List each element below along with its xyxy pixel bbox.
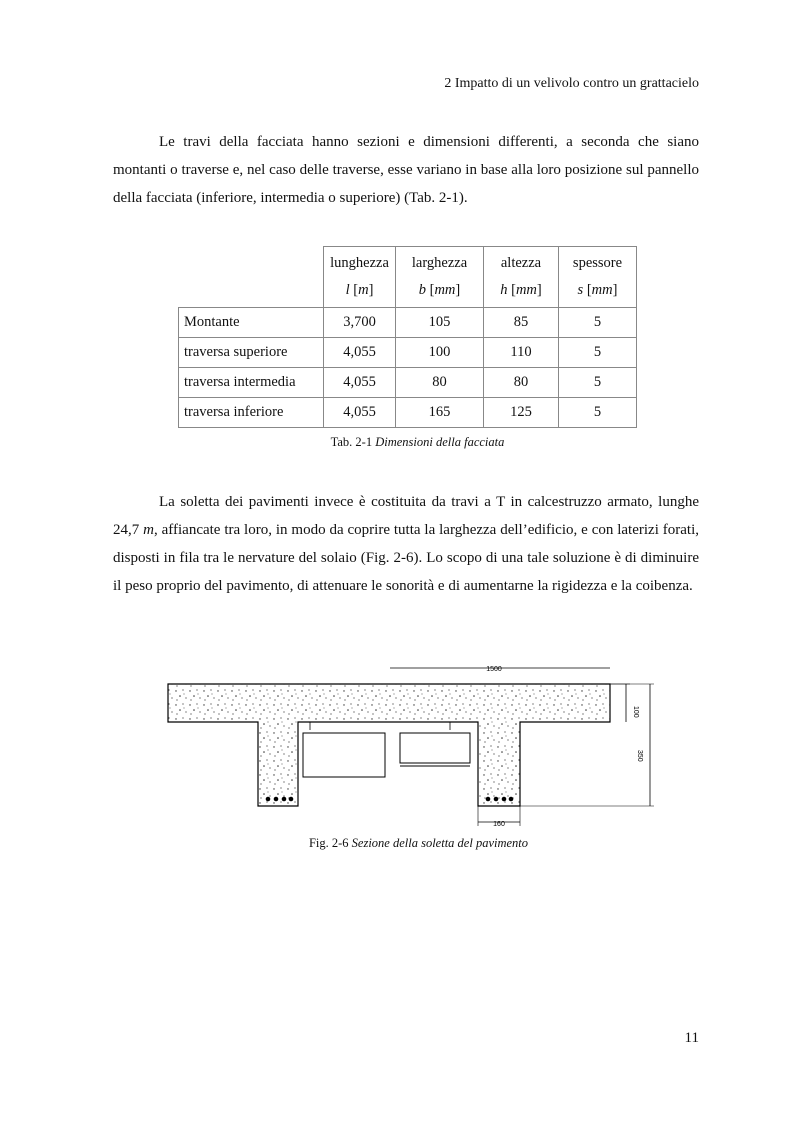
figure-caption: Fig. 2-6 Sezione della soletta del pavimento xyxy=(308,836,529,850)
cell-value: 5 xyxy=(559,368,637,398)
cell-value: 100 xyxy=(396,338,484,368)
paragraph-2-text-a: La soletta dei pavimenti invece è costituita da travi a T in calcestruzzo armato, lunghe 24,7 xyxy=(113,494,699,538)
table-caption: Tab. 2-1 Dimensioni della facciata xyxy=(330,435,505,449)
slab-fill xyxy=(168,684,610,722)
header-altezza: altezza h [mm] xyxy=(484,247,559,308)
dim-text-slab: 100 xyxy=(632,706,639,718)
slab-section-figure xyxy=(160,660,660,832)
table-row xyxy=(179,398,637,428)
table-corner xyxy=(179,247,324,308)
header-lunghezza: lunghezza l [m] xyxy=(324,247,396,308)
paragraph-1-text: Le travi della facciata hanno sezioni e dimensioni differenti, a seconda che siano montanti o traverse e, nel caso delle traverse, esse variano in base alla loro posizione sul pannello della facciata (inferiore, intermedia o superiore) (Tab. 2-1). xyxy=(113,134,699,206)
paragraph-floor-slab xyxy=(113,488,699,600)
dim-text-rib: 160 xyxy=(493,821,505,828)
paragraph-2-text-b: , affiancate tra loro, in modo da coprire tutta la larghezza dell’edificio, e con laterizi forati, disposti in fila tra le nervature del solaio (Fig. 2-6). Lo scopo di una tale soluzione è di diminuire il peso proprio del pavimento, di attenuare le sonorità e di aumentarne la rigidezza e la coibenza. xyxy=(113,522,699,594)
table-header-row xyxy=(179,247,637,308)
cell-value: 4,055 xyxy=(324,368,396,398)
cell-value: 5 xyxy=(559,398,637,428)
left-rib-fill xyxy=(258,722,298,806)
cell-value: 3,700 xyxy=(324,308,396,338)
cell-value: 80 xyxy=(484,368,559,398)
cell-value: 105 xyxy=(396,308,484,338)
page-number: 11 xyxy=(684,1030,699,1046)
cell-value: 165 xyxy=(396,398,484,428)
header-spessore: spessore s [mm] xyxy=(559,247,637,308)
table-row xyxy=(179,368,637,398)
hollow-brick-left xyxy=(303,733,385,777)
header-larghezza: larghezza b [mm] xyxy=(396,247,484,308)
running-head: 2 Impatto di un velivolo contro un grattacielo xyxy=(444,76,699,91)
row-label: traversa superiore xyxy=(179,338,324,368)
dim-text-height: 350 xyxy=(636,750,643,762)
cell-value: 5 xyxy=(559,338,637,368)
cell-value: 4,055 xyxy=(324,338,396,368)
cell-value: 85 xyxy=(484,308,559,338)
row-label: traversa intermedia xyxy=(179,368,324,398)
table-row xyxy=(179,338,637,368)
paragraph-facade-beams xyxy=(113,128,699,212)
table-row xyxy=(179,308,637,338)
unit-m: m xyxy=(143,522,154,538)
facade-dimensions-table xyxy=(178,246,637,428)
cell-value: 80 xyxy=(396,368,484,398)
row-label: Montante xyxy=(179,308,324,338)
cell-value: 5 xyxy=(559,308,637,338)
cell-value: 4,055 xyxy=(324,398,396,428)
dim-text-top: 1500 xyxy=(486,666,502,673)
row-label: traversa inferiore xyxy=(179,398,324,428)
hollow-brick-right xyxy=(400,733,470,763)
cell-value: 125 xyxy=(484,398,559,428)
cell-value: 110 xyxy=(484,338,559,368)
right-rib-fill xyxy=(478,722,520,806)
